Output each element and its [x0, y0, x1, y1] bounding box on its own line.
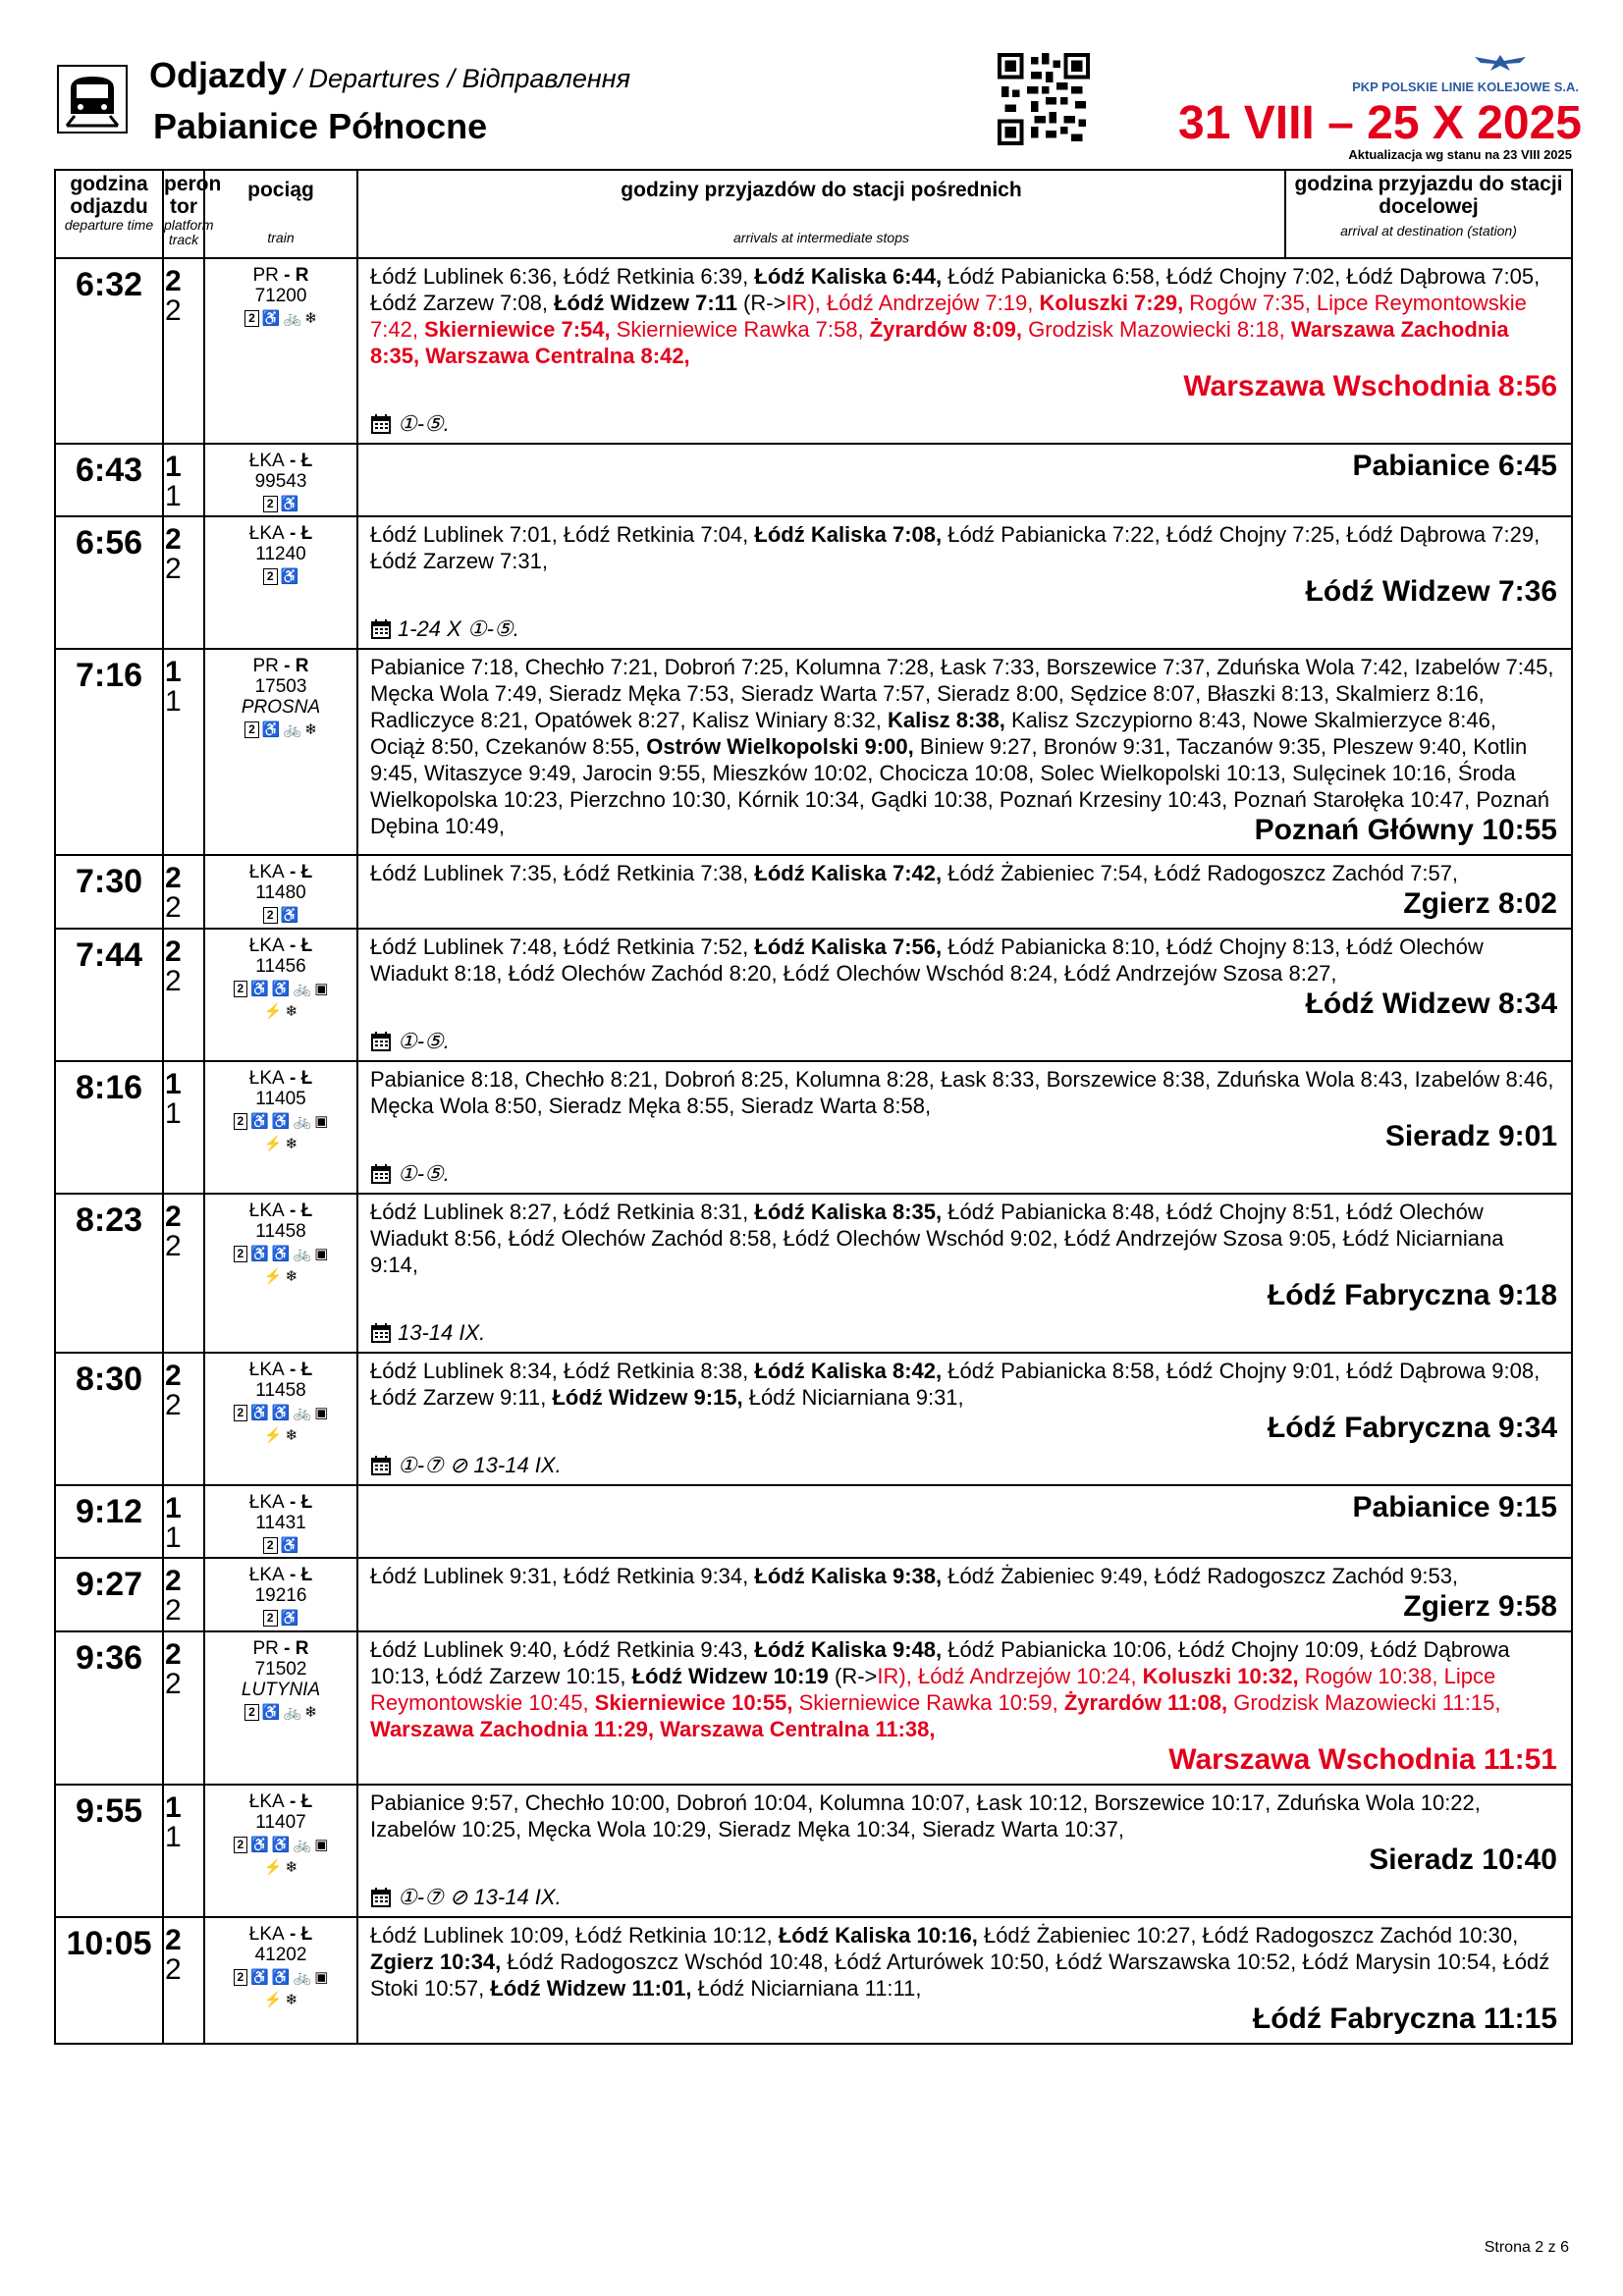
stops-cell	[357, 929, 1572, 1061]
platform-track	[163, 1917, 204, 2044]
table-header	[55, 170, 1572, 258]
train-number: 11407	[255, 1812, 306, 1833]
service-icons	[234, 1967, 329, 1988]
pkp-logo	[1352, 51, 1579, 94]
bicycle-icon: 🚲	[293, 1837, 312, 1853]
departures-table	[54, 169, 1573, 2045]
stops-cell	[357, 1353, 1572, 1485]
track-number: 2	[165, 553, 182, 585]
departure-time: 6:32	[55, 258, 163, 444]
train-category: ŁKA - Ł	[248, 862, 313, 882]
service-icons	[244, 308, 317, 329]
table-row	[55, 649, 1572, 855]
second-class-icon: 2	[263, 496, 278, 512]
platform-track	[163, 1631, 204, 1785]
departure-time: 6:43	[55, 444, 163, 516]
stops-cell	[357, 258, 1572, 444]
second-class-icon: 2	[263, 568, 278, 585]
train-info	[204, 1558, 357, 1631]
calendar-icon	[370, 1322, 392, 1344]
destination-arrival: Łódź Widzew 8:34	[1305, 988, 1557, 1020]
wheelchair-icon: ♿	[271, 1969, 291, 1986]
wheelchair-icon: ♿	[271, 1405, 291, 1421]
track-number: 1	[165, 480, 182, 512]
wheelchair-icon: ♿	[271, 981, 291, 997]
validity-note: ①-⑤.	[370, 1028, 1557, 1054]
departure-time: 10:05	[55, 1917, 163, 2044]
track-number: 2	[165, 1230, 182, 1262]
track-number: 2	[165, 1953, 182, 1986]
air-conditioning-icon: ❄	[285, 1992, 298, 2008]
col-train-header: pociąg train	[204, 170, 357, 258]
second-class-icon: 2	[263, 1610, 278, 1627]
air-conditioning-icon: ❄	[285, 1859, 298, 1876]
wheelchair-icon: ♿	[271, 1113, 291, 1130]
intermediate-stops: Pabianice 7:18, Chechło 7:21, Dobroń 7:25, Kolumna 7:28, Łask 7:33, Borszewice 7:37, Zduńska Wola 7:42, Izabelów 7:45, Męcka Wola 7:49, Sieradz Męka 7:53, Sieradz Warta 7:57, Sieradz 8:00, Sędzice 8:07, Błaszki 8:13, Skalmierz 8:16, Radliczyce 8:21, Opatówek 8:27, Kalisz Winiary 8:32, Kalisz 8:38, Kalisz Szczypiorno 8:43, Nowe Skalmierzyce 8:46, Ociąż 8:50, Czekanów 8:55, Ostrów Wielkopolski 9:00, Biniew 9:27, Bronów 9:31, Taczanów 9:35, Pleszew 9:40, Kotlin 9:45, Witaszyce 9:49, Jarocin 9:55, Mieszków 10:02, Chocicza 10:08, Solec Wielkopolski 10:13, Sulęcinek 10:16, Środa Wielkopolska 10:23, Pierzchno 10:30, Kórnik 10:34, Gądki 10:38, Poznań Krzesiny 10:43, Poznań Starołęka 10:47, Poznań Dębina 10:49,	[370, 655, 1554, 838]
wheelchair-icon: ♿	[280, 1537, 299, 1554]
table-row	[55, 1485, 1572, 1558]
departure-time: 8:30	[55, 1353, 163, 1485]
calendar-icon	[370, 413, 392, 435]
intermediate-stops: Łódź Lublinek 9:31, Łódź Retkinia 9:34, Łódź Kaliska 9:38, Łódź Żabieniec 9:49, Łódź Radogoszcz Zachód 9:53,	[370, 1564, 1459, 1588]
calendar-icon	[370, 618, 392, 640]
platform-number: 2	[165, 1638, 182, 1671]
validity-note: 1-24 X ①-⑤.	[370, 615, 1557, 642]
wheelchair-icon: ♿	[250, 1969, 269, 1986]
train-info	[204, 649, 357, 855]
departure-time: 6:56	[55, 516, 163, 649]
wheelchair-icon: ♿	[250, 1405, 269, 1421]
stops-cell	[357, 1917, 1572, 2044]
platform-track	[163, 649, 204, 855]
service-icons	[234, 1111, 329, 1132]
service-icons	[234, 1403, 329, 1423]
service-icons	[263, 566, 298, 587]
bicycle-icon: 🚲	[283, 310, 302, 327]
air-conditioning-icon: ❄	[304, 1704, 317, 1721]
platform-number: 2	[165, 1201, 182, 1233]
train-info	[204, 1194, 357, 1353]
train-info	[204, 258, 357, 444]
intermediate-stops: Pabianice 9:57, Chechło 10:00, Dobroń 10:04, Kolumna 10:07, Łask 10:12, Borszewice 10:17, Zduńska Wola 10:22, Izabelów 10:25, Męcka Wola 10:29, Sieradz Męka 10:34, Sieradz Warta 10:37,	[370, 1790, 1481, 1842]
train-info	[204, 855, 357, 929]
second-class-icon: 2	[234, 981, 248, 997]
train-info	[204, 444, 357, 516]
wheelchair-icon: ♿	[280, 496, 299, 512]
track-number: 1	[165, 1821, 182, 1853]
train-info	[204, 1353, 357, 1485]
validity-note: ①-⑤.	[370, 1160, 1557, 1187]
stops-cell	[357, 855, 1572, 929]
train-number: 71200	[254, 286, 307, 306]
wheelchair-icon: ♿	[280, 1610, 299, 1627]
table-row	[55, 516, 1572, 649]
train-category: ŁKA - Ł	[248, 1360, 313, 1380]
intermediate-stops: Łódź Lublinek 6:36, Łódź Retkinia 6:39, Łódź Kaliska 6:44, Łódź Pabianicka 6:58, Łódź Chojny 7:02, Łódź Dąbrowa 7:05, Łódź Zarzew 7:08, Łódź Widzew 7:11 (R->IR), Łódź Andrzejów 7:19, Koluszki 7:29, Rogów 7:35, Lipce Reymontowskie 7:42, Skierniewice 7:54, Skierniewice Rawka 7:58, Żyrardów 8:09, Grodzisk Mazowiecki 8:18, Warszawa Zachodnia 8:35, Warszawa Centralna 8:42,	[370, 264, 1541, 368]
wheelchair-icon: ♿	[261, 310, 281, 327]
departure-time: 7:44	[55, 929, 163, 1061]
second-class-icon: 2	[263, 1537, 278, 1554]
destination-arrival: Poznań Główny 10:55	[1254, 814, 1557, 846]
train-number: 11480	[255, 882, 306, 903]
platform-number: 1	[165, 656, 182, 688]
validity-period: 31 VIII – 25 X 2025	[1178, 97, 1582, 149]
platform-number: 1	[165, 1068, 182, 1100]
air-conditioning-icon: ❄	[285, 1268, 298, 1285]
calendar-icon	[370, 1887, 392, 1908]
table-row	[55, 1194, 1572, 1353]
train-info	[204, 1631, 357, 1785]
wheelchair-icon: ♿	[261, 1704, 281, 1721]
platform-track	[163, 516, 204, 649]
platform-number: 2	[165, 523, 182, 556]
power-socket-icon: ⚡	[263, 1992, 283, 2008]
service-icons	[263, 1535, 298, 1556]
destination-arrival: Łódź Fabryczna 9:34	[1267, 1412, 1557, 1444]
track-number: 2	[165, 891, 182, 924]
departure-time: 7:30	[55, 855, 163, 929]
wheelchair-icon: ♿	[280, 568, 299, 585]
train-category: ŁKA - Ł	[248, 451, 313, 471]
train-info	[204, 929, 357, 1061]
track-number: 1	[165, 685, 182, 718]
qr-code	[998, 53, 1090, 145]
track-number: 2	[165, 1389, 182, 1421]
wheelchair-icon: ♿	[250, 1837, 269, 1853]
train-number: 11405	[255, 1089, 306, 1109]
power-socket-icon: ⚡	[263, 1003, 283, 1020]
air-conditioning-icon: ❄	[304, 310, 317, 327]
second-class-icon: 2	[263, 907, 278, 924]
wifi-icon: ▣	[314, 1405, 329, 1421]
destination-arrival: Łódź Fabryczna 11:15	[1252, 2002, 1557, 2035]
track-number: 2	[165, 1668, 182, 1700]
service-icons	[263, 494, 298, 514]
stops-cell	[357, 1194, 1572, 1353]
train-category: ŁKA - Ł	[248, 1924, 313, 1945]
bicycle-icon: 🚲	[293, 1113, 312, 1130]
track-number: 2	[165, 1594, 182, 1627]
train-number: 17503	[254, 676, 307, 697]
service-icons-extra	[264, 1857, 298, 1878]
wheelchair-icon: ♿	[261, 721, 281, 738]
bicycle-icon: 🚲	[293, 1246, 312, 1262]
wifi-icon: ▣	[314, 1113, 329, 1130]
validity-note: ①-⑦ ⊘ 13-14 IX.	[370, 1884, 1557, 1910]
destination-arrival: Sieradz 9:01	[1384, 1120, 1557, 1152]
intermediate-stops: Łódź Lublinek 8:34, Łódź Retkinia 8:38, Łódź Kaliska 8:42, Łódź Pabianicka 8:58, Łódź Chojny 9:01, Łódź Dąbrowa 9:08, Łódź Zarzew 9:11, Łódź Widzew 9:15, Łódź Niciarniana 9:31,	[370, 1359, 1541, 1410]
table-row	[55, 1917, 1572, 2044]
service-icons-extra	[264, 1990, 298, 2010]
bicycle-icon: 🚲	[293, 981, 312, 997]
platform-number: 2	[165, 862, 182, 894]
stops-cell	[357, 1558, 1572, 1631]
table-row	[55, 855, 1572, 929]
stops-cell	[357, 444, 1572, 516]
stops-cell	[357, 1061, 1572, 1194]
train-category: ŁKA - Ł	[248, 1565, 313, 1585]
train-number: 11456	[255, 956, 306, 977]
power-socket-icon: ⚡	[263, 1136, 283, 1152]
second-class-icon: 2	[234, 1969, 248, 1986]
col-stops-header: godziny przyjazdów do stacji pośrednich arrivals at intermediate stops	[357, 170, 1285, 258]
service-icons-extra	[264, 1134, 298, 1154]
intermediate-stops: Łódź Lublinek 8:27, Łódź Retkinia 8:31, Łódź Kaliska 8:35, Łódź Pabianicka 8:48, Łódź Chojny 8:51, Łódź Olechów Wiadukt 8:56, Łódź Olechów Zachód 8:58, Łódź Olechów Wschód 9:02, Łódź Andrzejów Szosa 9:05, Łódź Niciarniana 9:14,	[370, 1200, 1504, 1277]
wheelchair-icon: ♿	[271, 1837, 291, 1853]
train-number: 99543	[254, 471, 307, 492]
destination-arrival: Warszawa Wschodnia 8:56	[1183, 370, 1557, 402]
bicycle-icon: 🚲	[283, 721, 302, 738]
destination-arrival: Łódź Widzew 7:36	[1305, 575, 1557, 608]
col-time-header: godzina odjazdu departure time	[55, 170, 163, 258]
air-conditioning-icon: ❄	[304, 721, 317, 738]
table-row	[55, 1631, 1572, 1785]
platform-number: 2	[165, 1565, 182, 1597]
track-number: 1	[165, 1097, 182, 1130]
power-socket-icon: ⚡	[263, 1427, 283, 1444]
wifi-icon: ▣	[314, 981, 329, 997]
platform-track	[163, 1061, 204, 1194]
destination-arrival: Łódź Fabryczna 9:18	[1267, 1279, 1557, 1311]
platform-track	[163, 855, 204, 929]
service-icons	[263, 905, 298, 926]
second-class-icon: 2	[234, 1405, 248, 1421]
train-info	[204, 516, 357, 649]
service-icons-extra	[264, 1425, 298, 1446]
intermediate-stops: Łódź Lublinek 10:09, Łódź Retkinia 10:12, Łódź Kaliska 10:16, Łódź Żabieniec 10:27, Łódź Radogoszcz Zachód 10:30, Zgierz 10:34, Łódź Radogoszcz Wschód 10:48, Łódź Arturówek 10:50, Łódź Warszawska 10:52, Łódź Marysin 10:54, Łódź Stoki 10:57, Łódź Widzew 11:01, Łódź Niciarniana 11:11,	[370, 1923, 1550, 2001]
second-class-icon: 2	[234, 1246, 248, 1262]
service-icons	[244, 1702, 317, 1723]
service-icons-extra	[264, 1001, 298, 1022]
train-number: 11431	[255, 1513, 306, 1533]
train-info	[204, 1785, 357, 1917]
table-row	[55, 929, 1572, 1061]
train-category: ŁKA - Ł	[248, 1201, 313, 1221]
platform-track	[163, 1558, 204, 1631]
train-info	[204, 1485, 357, 1558]
departure-time: 9:12	[55, 1485, 163, 1558]
destination-arrival: Zgierz 9:58	[1403, 1590, 1557, 1623]
track-number: 2	[165, 294, 182, 327]
air-conditioning-icon: ❄	[285, 1003, 298, 1020]
wheelchair-icon: ♿	[280, 907, 299, 924]
stops-cell	[357, 1785, 1572, 1917]
service-icons	[234, 1244, 329, 1264]
destination-arrival: Warszawa Wschodnia 11:51	[1168, 1743, 1557, 1776]
air-conditioning-icon: ❄	[285, 1427, 298, 1444]
wifi-icon: ▣	[314, 1837, 329, 1853]
second-class-icon: 2	[244, 1704, 259, 1721]
train-number: 71502	[254, 1659, 307, 1680]
train-category: PR - R	[252, 265, 309, 286]
table-row	[55, 1785, 1572, 1917]
departure-time: 9:36	[55, 1631, 163, 1785]
platform-track	[163, 258, 204, 444]
calendar-icon	[370, 1031, 392, 1052]
table-row	[55, 1558, 1572, 1631]
validity-note: ①-⑦ ⊘ 13-14 IX.	[370, 1452, 1557, 1478]
platform-number: 2	[165, 1924, 182, 1956]
service-icons	[234, 979, 329, 999]
service-icons	[244, 720, 317, 740]
platform-number: 2	[165, 935, 182, 968]
platform-number: 1	[165, 1492, 182, 1524]
wifi-icon: ▣	[314, 1969, 329, 1986]
page-title: Odjazdy / Departures / Відправлення	[149, 55, 631, 95]
validity-note: ①-⑤.	[370, 410, 1557, 437]
second-class-icon: 2	[244, 310, 259, 327]
bicycle-icon: 🚲	[293, 1405, 312, 1421]
stops-cell	[357, 1631, 1572, 1785]
departure-time: 9:55	[55, 1785, 163, 1917]
train-category: ŁKA - Ł	[248, 523, 313, 544]
train-number: 11458	[255, 1380, 306, 1401]
train-name: LUTYNIA	[241, 1680, 321, 1700]
intermediate-stops: Łódź Lublinek 7:48, Łódź Retkinia 7:52, Łódź Kaliska 7:56, Łódź Pabianicka 8:10, Łódź Chojny 8:13, Łódź Olechów Wiadukt 8:18, Łódź Olechów Zachód 8:20, Łódź Olechów Wschód 8:24, Łódź Andrzejów Szosa 8:27,	[370, 934, 1484, 986]
track-number: 1	[165, 1522, 182, 1554]
intermediate-stops: Łódź Lublinek 7:01, Łódź Retkinia 7:04, Łódź Kaliska 7:08, Łódź Pabianicka 7:22, Łódź Chojny 7:25, Łódź Dąbrowa 7:29, Łódź Zarzew 7:31,	[370, 522, 1541, 573]
train-category: ŁKA - Ł	[248, 1492, 313, 1513]
departure-time: 9:27	[55, 1558, 163, 1631]
intermediate-stops: Łódź Lublinek 9:40, Łódź Retkinia 9:43, Łódź Kaliska 9:48, Łódź Pabianicka 10:06, Łódź Chojny 10:09, Łódź Dąbrowa 10:13, Łódź Zarzew 10:15, Łódź Widzew 10:19 (R->IR), Łódź Andrzejów 10:24, Koluszki 10:32, Rogów 10:38, Lipce Reymontowskie 10:45, Skierniewice 10:55, Skierniewice Rawka 10:59, Żyrardów 11:08, Grodzisk Mazowiecki 11:15, Warszawa Zachodnia 11:29, Warszawa Centralna 11:38,	[370, 1637, 1510, 1741]
train-category: PR - R	[252, 1638, 309, 1659]
train-number: 19216	[254, 1585, 307, 1606]
train-name: PROSNA	[241, 697, 321, 718]
power-socket-icon: ⚡	[263, 1268, 283, 1285]
service-icons-extra	[264, 1266, 298, 1287]
wheelchair-icon: ♿	[250, 981, 269, 997]
stops-cell	[357, 649, 1572, 855]
platform-track	[163, 929, 204, 1061]
wheelchair-icon: ♿	[250, 1246, 269, 1262]
platform-track	[163, 1353, 204, 1485]
destination-arrival: Sieradz 10:40	[1369, 1843, 1557, 1876]
page-header	[0, 0, 1623, 167]
destination-arrival: Zgierz 8:02	[1403, 887, 1557, 920]
departure-time: 8:23	[55, 1194, 163, 1353]
table-row	[55, 258, 1572, 444]
destination-arrival: Pabianice 6:45	[1352, 450, 1557, 482]
wheelchair-icon: ♿	[271, 1246, 291, 1262]
platform-track	[163, 1194, 204, 1353]
operator-name: PKP POLSKIE LINIE KOLEJOWE S.A.	[1352, 80, 1579, 94]
table-row	[55, 444, 1572, 516]
platform-number: 2	[165, 265, 182, 297]
station-name: Pabianice Północne	[153, 106, 488, 146]
intermediate-stops: Łódź Lublinek 7:35, Łódź Retkinia 7:38, Łódź Kaliska 7:42, Łódź Żabieniec 7:54, Łódź Radogoszcz Zachód 7:57,	[370, 861, 1459, 885]
train-number: 11458	[255, 1221, 306, 1242]
air-conditioning-icon: ❄	[285, 1136, 298, 1152]
train-category: ŁKA - Ł	[248, 1791, 313, 1812]
col-dest-header: godzina przyjazdu do stacji docelowej arrival at destination (station)	[1285, 170, 1572, 258]
col-platform-header: peron tor platform track	[163, 170, 204, 258]
bicycle-icon: 🚲	[293, 1969, 312, 1986]
wheelchair-icon: ♿	[250, 1113, 269, 1130]
departure-time: 8:16	[55, 1061, 163, 1194]
wifi-icon: ▣	[314, 1246, 329, 1262]
service-icons	[234, 1835, 329, 1855]
calendar-icon	[370, 1455, 392, 1476]
platform-number: 1	[165, 451, 182, 483]
validity-note: 13-14 IX.	[370, 1319, 1557, 1346]
train-category: ŁKA - Ł	[248, 1068, 313, 1089]
second-class-icon: 2	[244, 721, 259, 738]
second-class-icon: 2	[234, 1113, 248, 1130]
destination-arrival: Pabianice 9:15	[1352, 1491, 1557, 1523]
platform-track	[163, 1485, 204, 1558]
train-info	[204, 1917, 357, 2044]
table-row	[55, 1353, 1572, 1485]
intermediate-stops: Pabianice 8:18, Chechło 8:21, Dobroń 8:25, Kolumna 8:28, Łask 8:33, Borszewice 8:38, Zduńska Wola 8:43, Izabelów 8:46, Męcka Wola 8:50, Sieradz Męka 8:55, Sieradz Warta 8:58,	[370, 1067, 1554, 1118]
platform-number: 1	[165, 1791, 182, 1824]
service-icons	[263, 1608, 298, 1629]
train-info	[204, 1061, 357, 1194]
train-number: 11240	[255, 544, 306, 564]
power-socket-icon: ⚡	[263, 1859, 283, 1876]
page-subtitle: / Departures / Відправлення	[287, 64, 631, 93]
train-category: PR - R	[252, 656, 309, 676]
table-row	[55, 1061, 1572, 1194]
page-number: Strona 2 z 6	[1484, 2239, 1569, 2256]
update-note: Aktualizacja wg stanu na 23 VIII 2025	[1348, 147, 1572, 162]
pkp-wings-icon	[1471, 51, 1530, 77]
track-number: 2	[165, 965, 182, 997]
platform-track	[163, 1785, 204, 1917]
platform-number: 2	[165, 1360, 182, 1392]
departure-time: 7:16	[55, 649, 163, 855]
second-class-icon: 2	[234, 1837, 248, 1853]
bicycle-icon: 🚲	[283, 1704, 302, 1721]
train-category: ŁKA - Ł	[248, 935, 313, 956]
stops-cell	[357, 516, 1572, 649]
train-number: 41202	[254, 1945, 307, 1965]
platform-track	[163, 444, 204, 516]
calendar-icon	[370, 1163, 392, 1185]
stops-cell	[357, 1485, 1572, 1558]
train-icon	[57, 65, 128, 133]
